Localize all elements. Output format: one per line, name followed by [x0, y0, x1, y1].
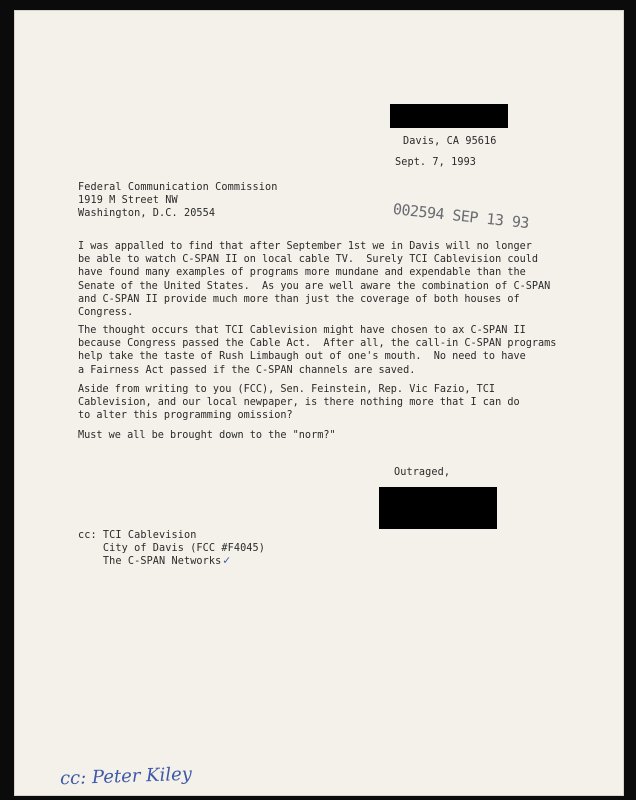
recipient-line-3: Washington, D.C. 20554	[78, 208, 216, 219]
paragraph-line: help take the taste of Rush Limbaugh out of one's mouth. No need to have	[78, 351, 526, 363]
sender-city: Davis, CA 95616	[403, 136, 497, 147]
paragraph-line: Cablevision, and our local newpaper, is there nothing more that I can do	[78, 397, 520, 409]
paragraph-line: to alter this programming omission?	[78, 410, 293, 422]
paragraph-line: be able to watch C-SPAN II on local cable TV. Surely TCI Cablevision could	[78, 254, 539, 266]
paragraph-line: and C-SPAN II provide much more than just the coverage of both houses of	[78, 293, 520, 305]
paragraph-line: Aside from writing to you (FCC), Sen. Feinstein, Rep. Vic Fazio, TCI	[78, 384, 496, 395]
paragraph-3	[78, 383, 568, 423]
paragraph-line: Congress.	[78, 307, 134, 319]
letter-date: Sept. 7, 1993	[395, 157, 477, 168]
paragraph-line: The thought occurs that TCI Cablevision might have chosen to ax C-SPAN II	[78, 325, 526, 336]
recipient-line-2: 1919 M Street NW	[78, 195, 178, 206]
recipient-line-1: Federal Communication Commission	[78, 182, 278, 193]
paragraph-line: have found many examples of programs more mundane and expendable than the	[78, 267, 526, 279]
paragraph-line: I was appalled to find that after September 1st we in Davis will no longer	[78, 241, 532, 252]
paragraph-1	[78, 240, 568, 319]
paragraph-line: a Fairness Act passed if the C-SPAN channels are saved.	[78, 364, 416, 376]
closing: Outraged,	[394, 467, 451, 478]
checkmark-icon: ✓	[223, 553, 231, 567]
paragraph-line: because Congress passed the Cable Act. After all, the call-in C-SPAN programs	[78, 338, 557, 350]
paragraph-2	[78, 324, 568, 377]
received-stamp: 002594 SEP 13 93	[392, 200, 530, 233]
redacted-signature	[379, 487, 497, 529]
paragraph-4	[78, 429, 568, 442]
redacted-sender-name	[390, 104, 508, 128]
cc-line-2: City of Davis (FCC #F4045)	[78, 543, 266, 554]
cc-line-3: The C-SPAN Networks	[78, 556, 222, 567]
letter-page	[14, 10, 624, 796]
cc-line-1: cc: TCI Cablevision	[78, 530, 197, 541]
paragraph-line: Must we all be brought down to the "norm?"	[78, 430, 336, 441]
paragraph-line: Senate of the United States. As you are well aware the combination of C-SPAN	[78, 280, 551, 292]
handwritten-cc-note: cc: Peter Kiley	[59, 763, 193, 790]
